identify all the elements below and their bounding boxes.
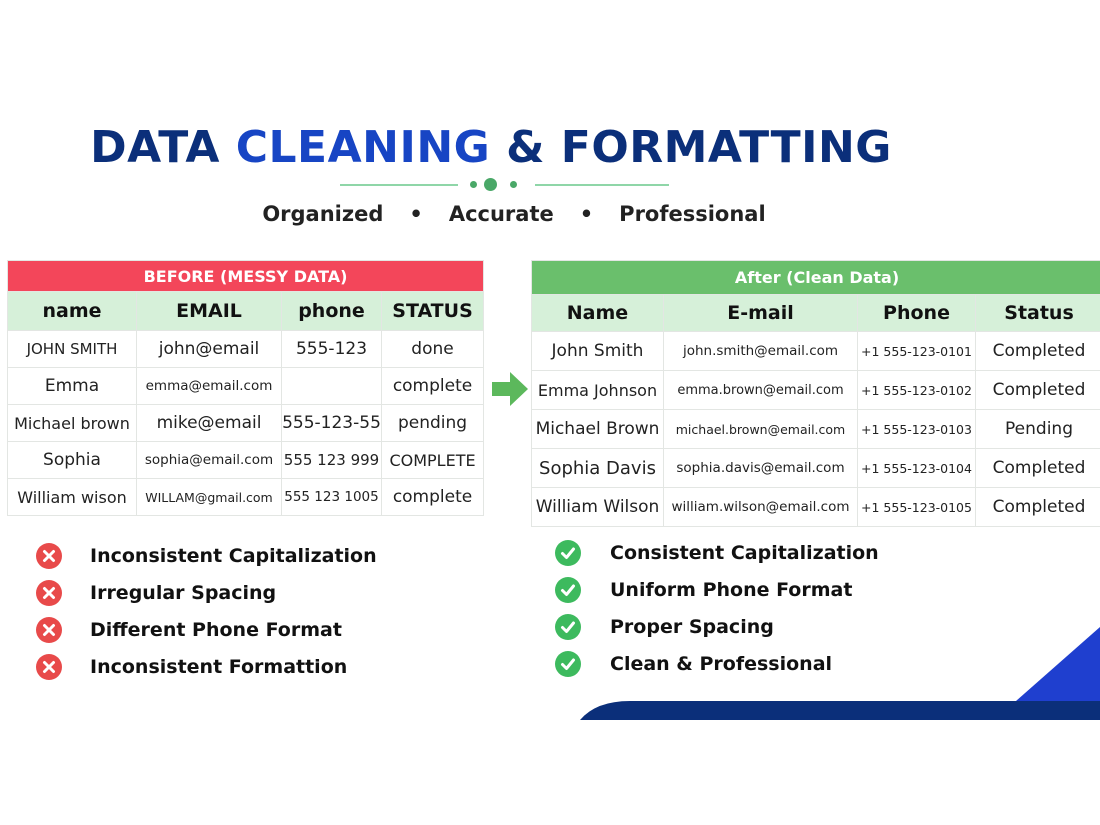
table-cell: Emma Johnson: [532, 371, 664, 410]
before-table: [7, 260, 484, 516]
list-item: [36, 537, 377, 574]
after-table: [531, 260, 1100, 527]
list-item: [555, 645, 879, 682]
subtitle-item: Accurate: [448, 202, 554, 226]
table-cell: John Smith: [532, 332, 664, 371]
problem-label: Inconsistent Capitalization: [90, 544, 377, 567]
subtitle-item: Professional: [619, 202, 766, 226]
column-header: phone: [282, 292, 382, 331]
table-cell: sophia@email.com: [137, 442, 282, 479]
table-cell: Pending: [976, 410, 1100, 449]
column-header: Status: [976, 295, 1100, 332]
problems-list: [36, 537, 377, 685]
table-cell: [282, 368, 382, 405]
divider-line-right: [535, 184, 669, 186]
title-part-3: & FORMATTING: [490, 122, 892, 173]
table-cell: william.wilson@email.com: [664, 488, 858, 527]
subtitle-separator: •: [579, 202, 594, 226]
subtitle-item: Organized: [262, 202, 384, 226]
table-cell: COMPLETE: [382, 442, 484, 479]
x-circle-icon: [36, 654, 62, 680]
table-row: [532, 332, 1100, 371]
table-cell: complete: [382, 479, 484, 516]
list-item: [555, 571, 879, 608]
page-title: [0, 122, 982, 173]
column-header: name: [8, 292, 137, 331]
column-header: EMAIL: [137, 292, 282, 331]
table-cell: Completed: [976, 449, 1100, 488]
list-item: [555, 608, 879, 645]
table-cell: pending: [382, 405, 484, 442]
subtitle: [0, 202, 1028, 226]
table-row: [8, 331, 484, 368]
table-cell: 555 123 999: [282, 442, 382, 479]
check-circle-icon: [555, 651, 581, 677]
table-row: [8, 442, 484, 479]
table-cell: Completed: [976, 332, 1100, 371]
table-cell: mike@email: [137, 405, 282, 442]
table-cell: +1 555-123-0105: [858, 488, 976, 527]
table-row: [8, 368, 484, 405]
table-cell: +1 555-123-0102: [858, 371, 976, 410]
fixes-list: [555, 534, 879, 682]
divider-dot: [470, 181, 477, 188]
list-item: [36, 611, 377, 648]
fix-label: Uniform Phone Format: [610, 578, 853, 601]
table-cell: William wison: [8, 479, 137, 516]
table-cell: 555 123 1005: [282, 479, 382, 516]
problem-label: Inconsistent Formattion: [90, 655, 348, 678]
list-item: [36, 648, 377, 685]
check-circle-icon: [555, 577, 581, 603]
table-row: [532, 449, 1100, 488]
table-cell: emma@email.com: [137, 368, 282, 405]
check-circle-icon: [555, 614, 581, 640]
table-cell: Completed: [976, 371, 1100, 410]
title-part-2: CLEANING: [235, 122, 491, 173]
x-circle-icon: [36, 617, 62, 643]
table-cell: William Wilson: [532, 488, 664, 527]
table-cell: john.smith@email.com: [664, 332, 858, 371]
table-cell: john@email: [137, 331, 282, 368]
list-item: [36, 574, 377, 611]
before-table-banner: BEFORE (MESSY DATA): [8, 261, 484, 292]
x-circle-icon: [36, 580, 62, 606]
divider-line-left: [340, 184, 458, 186]
table-cell: WILLAM@gmail.com: [137, 479, 282, 516]
column-header: Name: [532, 295, 664, 332]
column-header: Phone: [858, 295, 976, 332]
fix-label: Consistent Capitalization: [610, 541, 879, 564]
table-row: [532, 410, 1100, 449]
problem-label: Different Phone Format: [90, 618, 342, 641]
table-row: [8, 405, 484, 442]
subtitle-separator: •: [409, 202, 423, 226]
table-cell: JOHN SMITH: [8, 331, 137, 368]
table-cell: Michael Brown: [532, 410, 664, 449]
table-cell: 555-123: [282, 331, 382, 368]
column-header: E-mail: [664, 295, 858, 332]
fix-label: Proper Spacing: [610, 615, 774, 638]
table-cell: +1 555-123-0104: [858, 449, 976, 488]
x-circle-icon: [36, 543, 62, 569]
after-table-banner: After (Clean Data): [532, 261, 1100, 295]
table-cell: done: [382, 331, 484, 368]
title-part-1: DATA: [90, 122, 236, 173]
check-circle-icon: [555, 540, 581, 566]
list-item: [555, 534, 879, 571]
table-row: [532, 488, 1100, 527]
table-cell: Completed: [976, 488, 1100, 527]
table-cell: Emma: [8, 368, 137, 405]
table-cell: emma.brown@email.com: [664, 371, 858, 410]
table-row: [532, 371, 1100, 410]
table-cell: michael.brown@email.com: [664, 410, 858, 449]
table-cell: Sophia Davis: [532, 449, 664, 488]
column-header: STATUS: [382, 292, 484, 331]
problem-label: Irregular Spacing: [90, 581, 277, 604]
table-cell: Michael brown: [8, 405, 137, 442]
table-cell: complete: [382, 368, 484, 405]
arrow-right-icon: [492, 372, 528, 406]
table-cell: +1 555-123-0101: [858, 332, 976, 371]
fix-label: Clean & Professional: [610, 652, 833, 675]
table-cell: +1 555-123-0103: [858, 410, 976, 449]
table-row: [8, 479, 484, 516]
table-cell: 555-123-55: [282, 405, 382, 442]
table-cell: Sophia: [8, 442, 137, 479]
divider-dot: [484, 178, 497, 191]
divider-dot: [510, 181, 517, 188]
table-cell: sophia.davis@email.com: [664, 449, 858, 488]
